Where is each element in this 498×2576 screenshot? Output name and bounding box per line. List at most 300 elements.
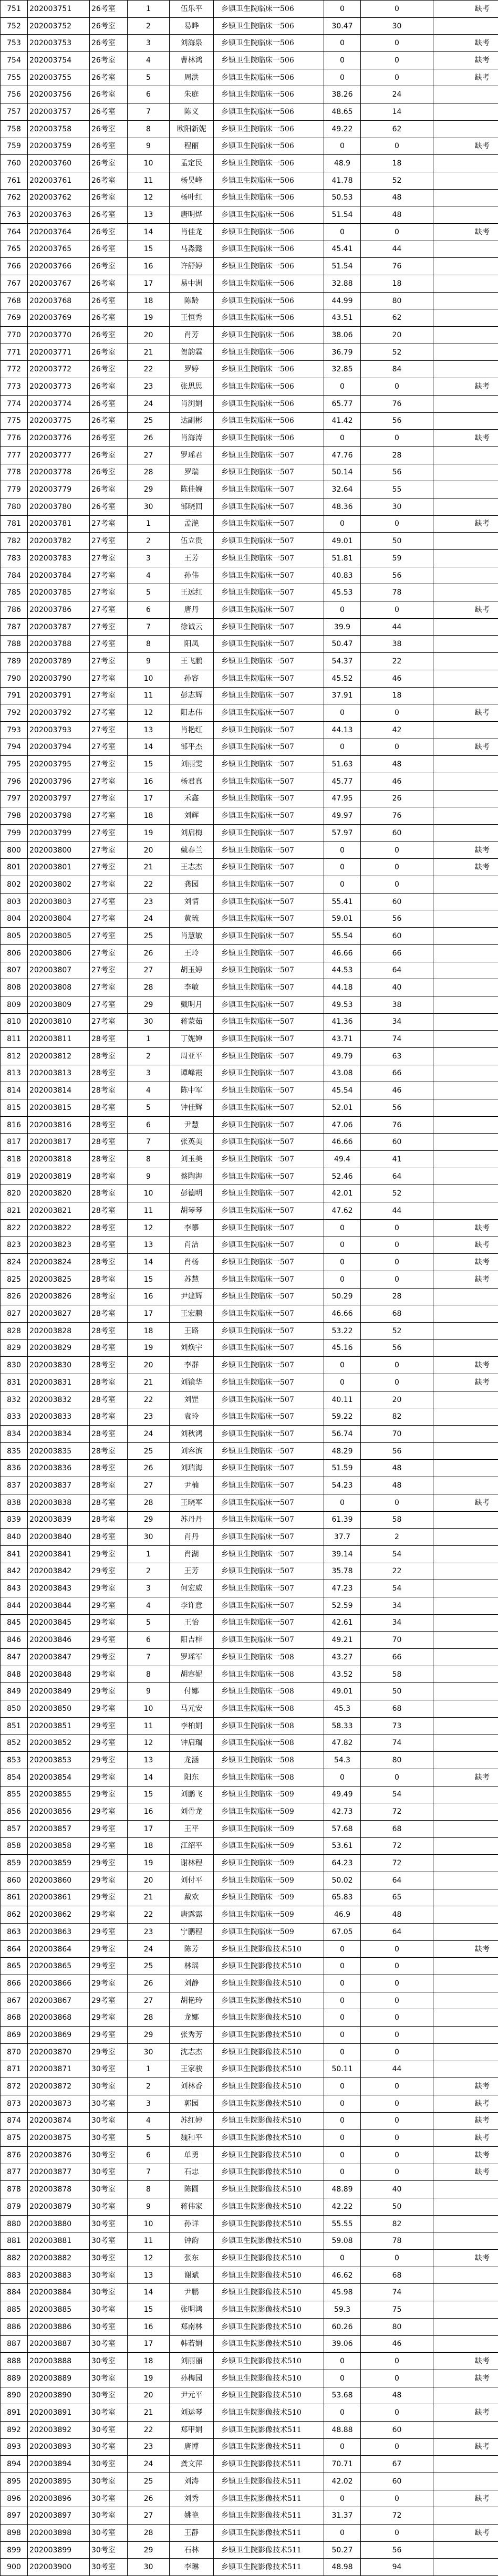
ticket-cell: 202003891	[28, 2404, 90, 2422]
score-cell: 0	[324, 35, 361, 52]
name-cell: 刘秋鸿	[170, 1426, 214, 1443]
name-cell: 肖艳红	[170, 721, 214, 739]
ticket-cell: 202003763	[28, 206, 90, 224]
post-cell: 乡镇卫生院临床一507	[214, 653, 324, 670]
remark-cell	[433, 1889, 498, 1906]
remark-cell: 缺考	[433, 138, 498, 155]
name-cell: 胡琴琴	[170, 1202, 214, 1220]
score-cell: 0	[324, 739, 361, 756]
seq-cell: 754	[1, 52, 28, 69]
name-cell: 蒋伟家	[170, 2198, 214, 2216]
rank-cell: 52	[361, 344, 433, 361]
seq-cell: 772	[1, 361, 28, 378]
seat-cell: 28	[128, 2525, 170, 2542]
seat-cell: 24	[128, 1426, 170, 1443]
post-cell: 乡镇卫生院临床一507	[214, 1099, 324, 1117]
rank-cell: 78	[361, 2232, 433, 2250]
seq-cell: 885	[1, 2301, 28, 2319]
table-row	[1, 1580, 498, 1597]
table-row	[1, 1614, 498, 1632]
score-cell: 45.98	[324, 2284, 361, 2301]
score-cell: 50.14	[324, 464, 361, 481]
ticket-cell: 202003809	[28, 996, 90, 1013]
seat-cell: 5	[128, 1614, 170, 1632]
rank-cell: 42	[361, 721, 433, 739]
seat-cell: 18	[128, 1322, 170, 1339]
room-cell: 26考室	[90, 86, 128, 103]
score-cell: 44.18	[324, 979, 361, 996]
seq-cell: 836	[1, 1460, 28, 1477]
ticket-cell: 202003879	[28, 2198, 90, 2216]
table-row	[1, 103, 498, 121]
seat-cell: 21	[128, 1889, 170, 1906]
seat-cell: 16	[128, 773, 170, 790]
score-cell: 48.88	[324, 2421, 361, 2438]
rank-cell: 0	[361, 1940, 433, 1958]
table-row	[1, 618, 498, 636]
room-cell: 30考室	[90, 2404, 128, 2422]
table-row	[1, 2284, 498, 2301]
remark-cell: 缺考	[433, 2250, 498, 2267]
score-cell: 49.97	[324, 807, 361, 825]
seat-cell: 29	[128, 481, 170, 498]
name-cell: 肖慧敏	[170, 928, 214, 945]
seat-cell: 11	[128, 1717, 170, 1734]
score-cell: 0	[324, 1975, 361, 1992]
rank-cell: 20	[361, 327, 433, 344]
post-cell: 乡镇卫生院影像技术510	[214, 2181, 324, 2198]
ticket-cell: 202003863	[28, 1924, 90, 1941]
score-cell: 44.99	[324, 292, 361, 309]
ticket-cell: 202003882	[28, 2250, 90, 2267]
score-cell: 52.59	[324, 1597, 361, 1614]
table-row	[1, 1082, 498, 1099]
table-row	[1, 275, 498, 293]
post-cell: 乡镇卫生院临床一507	[214, 928, 324, 945]
score-cell: 50.47	[324, 636, 361, 653]
seat-cell: 6	[128, 601, 170, 619]
rank-cell: 0	[361, 1271, 433, 1288]
ticket-cell: 202003752	[28, 17, 90, 35]
ticket-cell: 202003861	[28, 1889, 90, 1906]
name-cell: 孙详	[170, 2215, 214, 2232]
rank-cell: 72	[361, 2507, 433, 2525]
remark-cell	[433, 1031, 498, 1048]
table-row	[1, 670, 498, 687]
rank-cell: 46	[361, 2335, 433, 2353]
name-cell: 王平	[170, 1820, 214, 1837]
name-cell: 李许意	[170, 1597, 214, 1614]
room-cell: 27考室	[90, 859, 128, 876]
seq-cell: 849	[1, 1683, 28, 1700]
remark-cell: 缺考	[433, 2404, 498, 2422]
rank-cell: 52	[361, 1322, 433, 1339]
seat-cell: 27	[128, 1477, 170, 1494]
post-cell: 乡镇卫生院临床一507	[214, 1031, 324, 1048]
name-cell: 姚艳	[170, 2507, 214, 2525]
seat-cell: 20	[128, 1872, 170, 1889]
table-row	[1, 2164, 498, 2181]
table-row	[1, 1374, 498, 1391]
rank-cell: 0	[361, 223, 433, 241]
score-cell: 47.82	[324, 1734, 361, 1752]
name-cell: 刘林香	[170, 2078, 214, 2095]
room-cell: 28考室	[90, 1426, 128, 1443]
remark-cell	[433, 1855, 498, 1872]
seat-cell: 3	[128, 1580, 170, 1597]
post-cell: 乡镇卫生院临床一508	[214, 1700, 324, 1718]
table-row	[1, 1185, 498, 1202]
name-cell: 钟韵	[170, 2232, 214, 2250]
room-cell: 29考室	[90, 1855, 128, 1872]
post-cell: 乡镇卫生院临床一507	[214, 1597, 324, 1614]
seat-cell: 27	[128, 962, 170, 979]
table-row	[1, 2301, 498, 2319]
rank-cell: 70	[361, 1632, 433, 1649]
room-cell: 26考室	[90, 189, 128, 206]
rank-cell: 48	[361, 1906, 433, 1924]
seat-cell: 27	[128, 1992, 170, 2009]
table-row	[1, 1563, 498, 1580]
score-cell: 45.53	[324, 584, 361, 601]
seat-cell: 4	[128, 567, 170, 584]
seq-cell: 874	[1, 2112, 28, 2130]
table-row	[1, 2061, 498, 2078]
room-cell: 29考室	[90, 1597, 128, 1614]
room-cell: 29考室	[90, 1632, 128, 1649]
seat-cell: 9	[128, 2198, 170, 2216]
remark-cell: 缺考	[433, 2438, 498, 2456]
name-cell: 付娜	[170, 1683, 214, 1700]
score-cell: 51.63	[324, 756, 361, 773]
table-row	[1, 1717, 498, 1734]
post-cell: 乡镇卫生院临床一506	[214, 103, 324, 121]
score-cell: 41.42	[324, 412, 361, 430]
seq-cell: 898	[1, 2525, 28, 2542]
table-row	[1, 1752, 498, 1769]
rank-cell: 68	[361, 1820, 433, 1837]
seq-cell: 805	[1, 928, 28, 945]
room-cell: 28考室	[90, 1339, 128, 1357]
room-cell: 26考室	[90, 258, 128, 275]
post-cell: 乡镇卫生院临床一507	[214, 807, 324, 825]
room-cell: 28考室	[90, 1460, 128, 1477]
post-cell: 乡镇卫生院临床一507	[214, 893, 324, 910]
ticket-cell: 202003893	[28, 2438, 90, 2456]
name-cell: 罗瑞	[170, 464, 214, 481]
seat-cell: 20	[128, 842, 170, 859]
room-cell: 30考室	[90, 2490, 128, 2507]
seat-cell: 21	[128, 344, 170, 361]
remark-cell	[433, 1529, 498, 1546]
seq-cell: 770	[1, 327, 28, 344]
name-cell: 郭园	[170, 2095, 214, 2112]
post-cell: 乡镇卫生院临床一507	[214, 1339, 324, 1357]
rank-cell: 44	[361, 2061, 433, 2078]
ticket-cell: 202003876	[28, 2146, 90, 2164]
rank-cell: 0	[361, 35, 433, 52]
seq-cell: 888	[1, 2353, 28, 2370]
rank-cell: 48	[361, 1477, 433, 1494]
name-cell: 胡艳玲	[170, 1992, 214, 2009]
post-cell: 乡镇卫生院临床一507	[214, 1237, 324, 1254]
table-row	[1, 704, 498, 722]
remark-cell	[433, 120, 498, 138]
rank-cell: 74	[361, 1031, 433, 1048]
seat-cell: 3	[128, 35, 170, 52]
table-row	[1, 533, 498, 550]
name-cell: 苏红婷	[170, 2112, 214, 2130]
score-cell: 51.54	[324, 258, 361, 275]
post-cell: 乡镇卫生院临床一507	[214, 1426, 324, 1443]
name-cell: 尹鹏	[170, 2284, 214, 2301]
score-cell: 35.78	[324, 1563, 361, 1580]
seat-cell: 5	[128, 2130, 170, 2147]
score-cell: 39.06	[324, 2335, 361, 2353]
room-cell: 27考室	[90, 533, 128, 550]
post-cell: 乡镇卫生院影像技术510	[214, 2061, 324, 2078]
table-row	[1, 944, 498, 962]
room-cell: 27考室	[90, 979, 128, 996]
name-cell: 王飞鹏	[170, 653, 214, 670]
post-cell: 乡镇卫生院影像技术510	[214, 1940, 324, 1958]
score-cell: 44.53	[324, 962, 361, 979]
ticket-cell: 202003866	[28, 1975, 90, 1992]
name-cell: 陈中军	[170, 1082, 214, 1099]
remark-cell	[433, 1460, 498, 1477]
rank-cell: 18	[361, 687, 433, 704]
rank-cell: 0	[361, 2370, 433, 2387]
remark-cell	[433, 1700, 498, 1718]
seq-cell: 809	[1, 996, 28, 1013]
ticket-cell: 202003755	[28, 69, 90, 86]
room-cell: 29考室	[90, 1769, 128, 1786]
room-cell: 27考室	[90, 653, 128, 670]
seat-cell: 26	[128, 1460, 170, 1477]
rank-cell: 0	[361, 2250, 433, 2267]
table-row	[1, 1099, 498, 1117]
post-cell: 乡镇卫生院临床一507	[214, 756, 324, 773]
ticket-cell: 202003808	[28, 979, 90, 996]
seat-cell: 22	[128, 876, 170, 894]
seq-cell: 777	[1, 446, 28, 464]
score-cell: 49.53	[324, 996, 361, 1013]
post-cell: 乡镇卫生院影像技术510	[214, 2215, 324, 2232]
ticket-cell: 202003899	[28, 2541, 90, 2559]
table-row	[1, 481, 498, 498]
ticket-cell: 202003836	[28, 1460, 90, 1477]
name-cell: 刘海泉	[170, 35, 214, 52]
seq-cell: 786	[1, 601, 28, 619]
score-cell: 0	[324, 69, 361, 86]
score-cell: 46.62	[324, 2267, 361, 2284]
rank-cell: 58	[361, 1511, 433, 1529]
table-row	[1, 1683, 498, 1700]
score-cell: 0	[324, 2146, 361, 2164]
remark-cell	[433, 1099, 498, 1117]
seq-cell: 862	[1, 1906, 28, 1924]
score-cell: 0	[324, 223, 361, 241]
room-cell: 28考室	[90, 1408, 128, 1426]
remark-cell	[433, 1322, 498, 1339]
rank-cell: 54	[361, 1580, 433, 1597]
rank-cell: 0	[361, 378, 433, 396]
post-cell: 乡镇卫生院影像技术511	[214, 2456, 324, 2473]
seat-cell: 8	[128, 2181, 170, 2198]
seq-cell: 856	[1, 1803, 28, 1821]
seat-cell: 26	[128, 944, 170, 962]
remark-cell	[433, 344, 498, 361]
post-cell: 乡镇卫生院影像技术511	[214, 2559, 324, 2576]
remark-cell	[433, 2043, 498, 2061]
seq-cell: 882	[1, 2250, 28, 2267]
rank-cell: 22	[361, 1563, 433, 1580]
name-cell: 肖海涛	[170, 430, 214, 447]
name-cell: 蒋蒙茹	[170, 1013, 214, 1031]
post-cell: 乡镇卫生院临床一507	[214, 1614, 324, 1632]
ticket-cell: 202003807	[28, 962, 90, 979]
remark-cell: 缺考	[433, 35, 498, 52]
seat-cell: 10	[128, 1185, 170, 1202]
seat-cell: 13	[128, 1237, 170, 1254]
score-cell: 0	[324, 1271, 361, 1288]
seq-cell: 798	[1, 807, 28, 825]
ticket-cell: 202003830	[28, 1357, 90, 1374]
remark-cell	[433, 1752, 498, 1769]
score-cell: 55.41	[324, 893, 361, 910]
seat-cell: 25	[128, 2473, 170, 2490]
seq-cell: 774	[1, 395, 28, 412]
post-cell: 乡镇卫生院临床一507	[214, 1563, 324, 1580]
table-row	[1, 1597, 498, 1614]
ticket-cell: 202003772	[28, 361, 90, 378]
ticket-cell: 202003781	[28, 515, 90, 533]
seat-cell: 2	[128, 1047, 170, 1065]
rank-cell: 38	[361, 636, 433, 653]
seq-cell: 757	[1, 103, 28, 121]
name-cell: 达副彬	[170, 412, 214, 430]
name-cell: 刘辉	[170, 807, 214, 825]
table-row	[1, 1288, 498, 1305]
ticket-cell: 202003862	[28, 1906, 90, 1924]
seq-cell: 893	[1, 2438, 28, 2456]
room-cell: 29考室	[90, 1837, 128, 1855]
name-cell: 王晓军	[170, 1494, 214, 1511]
score-cell: 30.47	[324, 17, 361, 35]
room-cell: 26考室	[90, 206, 128, 224]
rank-cell: 56	[361, 412, 433, 430]
score-cell: 42.22	[324, 2198, 361, 2216]
table-row	[1, 430, 498, 447]
score-cell: 50.29	[324, 1288, 361, 1305]
seat-cell: 5	[128, 69, 170, 86]
remark-cell	[433, 2421, 498, 2438]
post-cell: 乡镇卫生院临床一506	[214, 395, 324, 412]
rank-cell: 0	[361, 2043, 433, 2061]
post-cell: 乡镇卫生院临床一507	[214, 790, 324, 807]
table-row	[1, 550, 498, 567]
post-cell: 乡镇卫生院临床一506	[214, 86, 324, 103]
room-cell: 30考室	[90, 2130, 128, 2147]
name-cell: 李敏	[170, 979, 214, 996]
remark-cell	[433, 1717, 498, 1734]
score-cell: 0	[324, 876, 361, 894]
rank-cell: 44	[361, 1202, 433, 1220]
remark-cell: 缺考	[433, 1254, 498, 1271]
remark-cell	[433, 1563, 498, 1580]
ticket-cell: 202003798	[28, 807, 90, 825]
seq-cell: 785	[1, 584, 28, 601]
rank-cell: 75	[361, 2301, 433, 2319]
ticket-cell: 202003803	[28, 893, 90, 910]
rank-cell: 60	[361, 1134, 433, 1151]
rank-cell: 56	[361, 1099, 433, 1117]
seq-cell: 886	[1, 2318, 28, 2335]
name-cell: 王芳	[170, 550, 214, 567]
seat-cell: 25	[128, 1958, 170, 1975]
remark-cell	[433, 1116, 498, 1134]
table-row	[1, 2130, 498, 2147]
remark-cell	[433, 395, 498, 412]
score-cell: 52.01	[324, 1099, 361, 1117]
post-cell: 乡镇卫生院临床一507	[214, 910, 324, 928]
remark-cell: 缺考	[433, 52, 498, 69]
name-cell: 罗瑶军	[170, 1649, 214, 1666]
score-cell: 47.23	[324, 1580, 361, 1597]
seat-cell: 17	[128, 275, 170, 293]
room-cell: 28考室	[90, 1031, 128, 1048]
name-cell: 郑甲娟	[170, 2421, 214, 2438]
ticket-cell: 202003792	[28, 704, 90, 722]
post-cell: 乡镇卫生院临床一509	[214, 1906, 324, 1924]
post-cell: 乡镇卫生院影像技术510	[214, 2198, 324, 2216]
table-row	[1, 1305, 498, 1323]
remark-cell	[433, 618, 498, 636]
seq-cell: 794	[1, 739, 28, 756]
rank-cell: 78	[361, 584, 433, 601]
score-cell: 0	[324, 2095, 361, 2112]
name-cell: 刘焕宇	[170, 1339, 214, 1357]
post-cell: 乡镇卫生院临床一507	[214, 1374, 324, 1391]
name-cell: 易晔	[170, 17, 214, 35]
ticket-cell: 202003819	[28, 1168, 90, 1185]
name-cell: 马元安	[170, 1700, 214, 1718]
name-cell: 韩若娟	[170, 2335, 214, 2353]
table-row	[1, 1889, 498, 1906]
post-cell: 乡镇卫生院临床一507	[214, 1494, 324, 1511]
ticket-cell: 202003857	[28, 1820, 90, 1837]
post-cell: 乡镇卫生院临床一507	[214, 1254, 324, 1271]
table-row	[1, 1855, 498, 1872]
table-row	[1, 601, 498, 619]
name-cell: 王路	[170, 1322, 214, 1339]
score-cell: 51.59	[324, 1460, 361, 1477]
room-cell: 26考室	[90, 344, 128, 361]
room-cell: 28考室	[90, 1219, 128, 1237]
ticket-cell: 202003834	[28, 1426, 90, 1443]
ticket-cell: 202003895	[28, 2473, 90, 2490]
name-cell: 罗婷	[170, 361, 214, 378]
seq-cell: 828	[1, 1322, 28, 1339]
score-cell: 51.54	[324, 206, 361, 224]
table-row	[1, 739, 498, 756]
seat-cell: 29	[128, 2027, 170, 2044]
rank-cell: 0	[361, 515, 433, 533]
seq-cell: 891	[1, 2404, 28, 2422]
seat-cell: 23	[128, 893, 170, 910]
seq-cell: 875	[1, 2130, 28, 2147]
rank-cell: 48	[361, 206, 433, 224]
